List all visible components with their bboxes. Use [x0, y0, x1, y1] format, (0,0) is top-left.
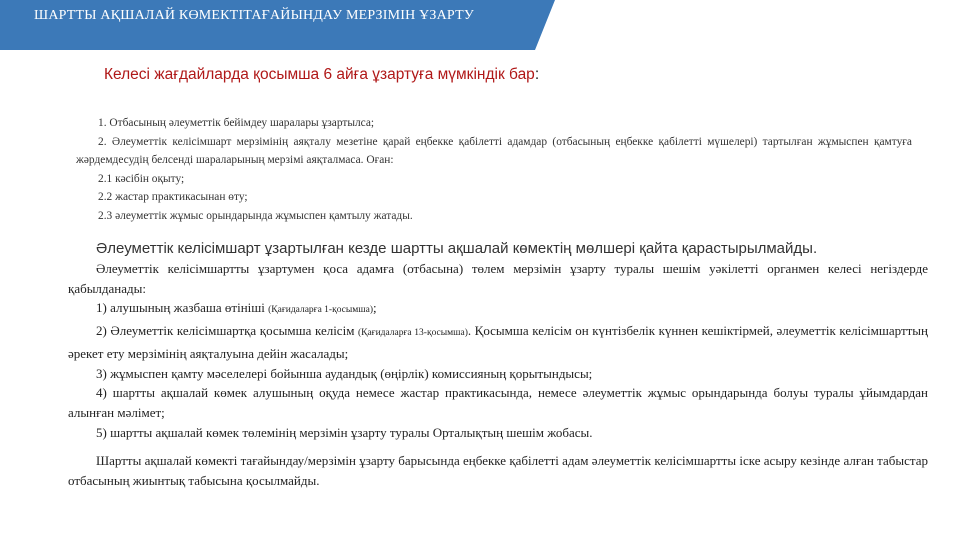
ground-2-end: . Қосымша келісім он күнтізбелік күннен кешіктірмей, әлеуметтік келісімшарттың әрекет ету мерзімінің аяқталуына дейін жасалады;	[68, 323, 928, 361]
ground-5: 5) шартты ақшалай көмек төлемінің мерзімін ұзарту туралы Орталықтың шешім жобасы.	[96, 424, 593, 440]
page-title: ШАРТТЫ АҚШАЛАЙ КӨМЕКТІТАҒАЙЫНДАУ МЕРЗІМІН ҰЗАРТУ	[34, 8, 474, 23]
condition-2-1: 2.1 кәсібін оқыту;	[98, 172, 185, 185]
ground-2-note: (Қағидаларға 13-қосымша)	[357, 328, 468, 339]
ground-1-note: (Қағидаларға 1-қосымша)	[268, 305, 373, 316]
condition-2-2: 2.2 жастар практикасынан өту;	[98, 191, 248, 204]
section-heading: Әлеуметтік келісімшарт ұзартылған кезде шартты ақшалай көмектің мөлшері қайта қарастырылмайды.	[96, 240, 818, 257]
ground-1-end: ;	[373, 300, 377, 316]
subtitle-text: Келесі жағдайларда қосымша 6 айға ұзартуға мүмкіндік бар	[104, 66, 535, 83]
conditions-list	[76, 114, 912, 226]
ground-2-text: 2) Әлеуметтік келісімшартқа қосымша келісім	[96, 323, 355, 339]
ground-1	[68, 298, 928, 321]
grounds-list	[68, 259, 928, 442]
grounds-intro: Әлеуметтік келісімшартты ұзартумен қоса адамға (отбасына) төлем мерзімін ұзарту туралы шешім уәкілетті органмен келесі негіздерде қабылданады:	[68, 261, 928, 296]
subtitle-colon: :	[534, 66, 540, 83]
condition-2: 2. Әлеуметтік келісімшарт мерзімінің аяқталу мезетіне қарай еңбекке қабілетті адамдар (отбасының еңбекке қабілетті мүшелері) тартылған жұмыспен қамтуға жәрдемдесудің белсенді шараларының мерзімі аяқталмаса. Оған:	[76, 135, 912, 167]
ground-1-text: 1) алушының жазбаша өтініші	[96, 300, 265, 316]
ground-3: 3) жұмыспен қамту мәселелері бойынша аудандық (өңірлік) комиссияның қорытындысы;	[96, 365, 593, 381]
ground-4: 4) шартты ақшалай көмек алушының оқуда немесе жастар практикасында, немесе әлеуметтік жұмыс орындарында болуы туралы ұйымдардан алынған мәлімет;	[68, 385, 928, 420]
condition-2-3: 2.3 әлеуметтік жұмыс орындарында жұмыспен қамтылу жатады.	[98, 209, 413, 222]
condition-1: 1. Отбасының әлеуметтік бейімдеу шаралары ұзартылса;	[98, 117, 375, 129]
subtitle	[104, 66, 539, 84]
ground-2	[68, 321, 928, 363]
closing-text: Шартты ақшалай көмекті тағайындау/мерзімін ұзарту барысында еңбекке қабілетті адам әлеуметтік келісімшартты іске асыру кезінде алған табыстар отбасының жиынтық табысына қосылмайды.	[68, 453, 928, 488]
closing-paragraph	[68, 451, 928, 490]
title-banner	[0, 0, 560, 50]
